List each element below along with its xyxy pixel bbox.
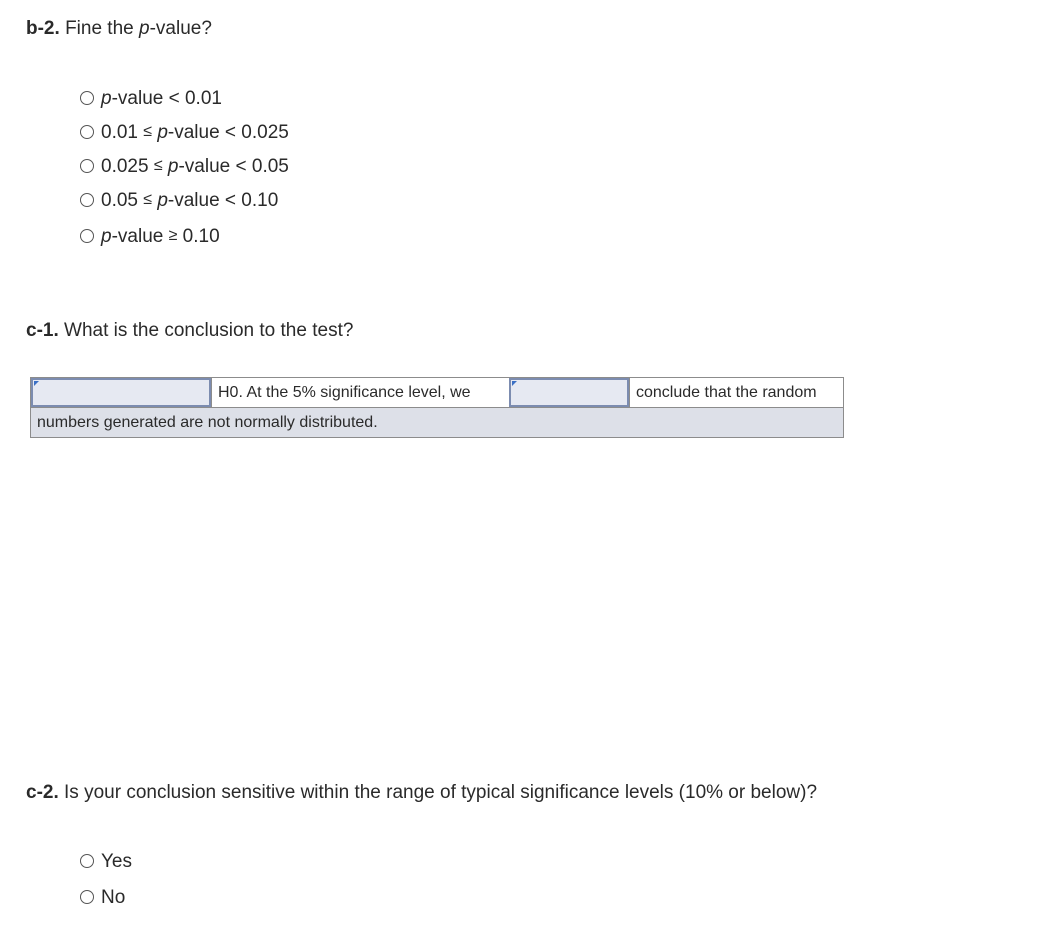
question-number: b-2. bbox=[26, 18, 60, 39]
question-text-italic: p bbox=[139, 18, 150, 39]
question-c1-title bbox=[26, 320, 353, 342]
radio-button[interactable] bbox=[80, 854, 94, 868]
b2-option-2[interactable] bbox=[80, 116, 289, 150]
radio-button[interactable] bbox=[80, 159, 94, 173]
b2-option-3[interactable] bbox=[80, 150, 289, 184]
c2-option-yes[interactable] bbox=[80, 844, 132, 880]
option-label: No bbox=[101, 887, 126, 908]
option-label: 0.025 ≤ p-value < 0.05 bbox=[101, 156, 289, 177]
b2-option-5[interactable] bbox=[80, 218, 289, 256]
decision-dropdown[interactable] bbox=[31, 378, 211, 407]
radio-button[interactable] bbox=[80, 890, 94, 904]
question-c2-title bbox=[26, 782, 817, 804]
dropdown-marker-icon bbox=[34, 381, 39, 386]
option-label: p-value < 0.01 bbox=[101, 88, 222, 109]
b2-options bbox=[80, 82, 289, 256]
option-label: p-value ≥ 0.10 bbox=[101, 226, 220, 247]
question-text: What is the conclusion to the test? bbox=[64, 320, 354, 341]
radio-button[interactable] bbox=[80, 193, 94, 207]
option-label: 0.01 ≤ p-value < 0.025 bbox=[101, 122, 289, 143]
radio-button[interactable] bbox=[80, 91, 94, 105]
question-b2-title bbox=[26, 18, 212, 40]
sentence-row2: numbers generated are not normally distributed. bbox=[37, 413, 378, 431]
c2-option-no[interactable] bbox=[80, 880, 132, 916]
fill-row-1 bbox=[31, 378, 843, 407]
conclusion-fill-table bbox=[30, 377, 844, 438]
c2-options bbox=[80, 844, 132, 916]
sentence-mid: H0. At the 5% significance level, we bbox=[211, 378, 509, 407]
b2-option-4[interactable] bbox=[80, 184, 289, 218]
question-text-post: -value? bbox=[149, 18, 212, 39]
b2-option-1[interactable] bbox=[80, 82, 289, 116]
fill-row-2 bbox=[31, 407, 843, 437]
question-text-pre: Fine the bbox=[65, 18, 139, 39]
sentence-end: conclude that the random bbox=[629, 378, 843, 407]
option-label: 0.05 ≤ p-value < 0.10 bbox=[101, 190, 279, 211]
radio-button[interactable] bbox=[80, 229, 94, 243]
dropdown-marker-icon bbox=[512, 381, 517, 386]
question-number: c-1. bbox=[26, 320, 59, 341]
radio-button[interactable] bbox=[80, 125, 94, 139]
question-number: c-2. bbox=[26, 782, 59, 803]
question-text: Is your conclusion sensitive within the range of typical significance levels (10% or below)? bbox=[64, 782, 818, 803]
option-label: Yes bbox=[101, 851, 132, 872]
can-cannot-dropdown[interactable] bbox=[509, 378, 629, 407]
